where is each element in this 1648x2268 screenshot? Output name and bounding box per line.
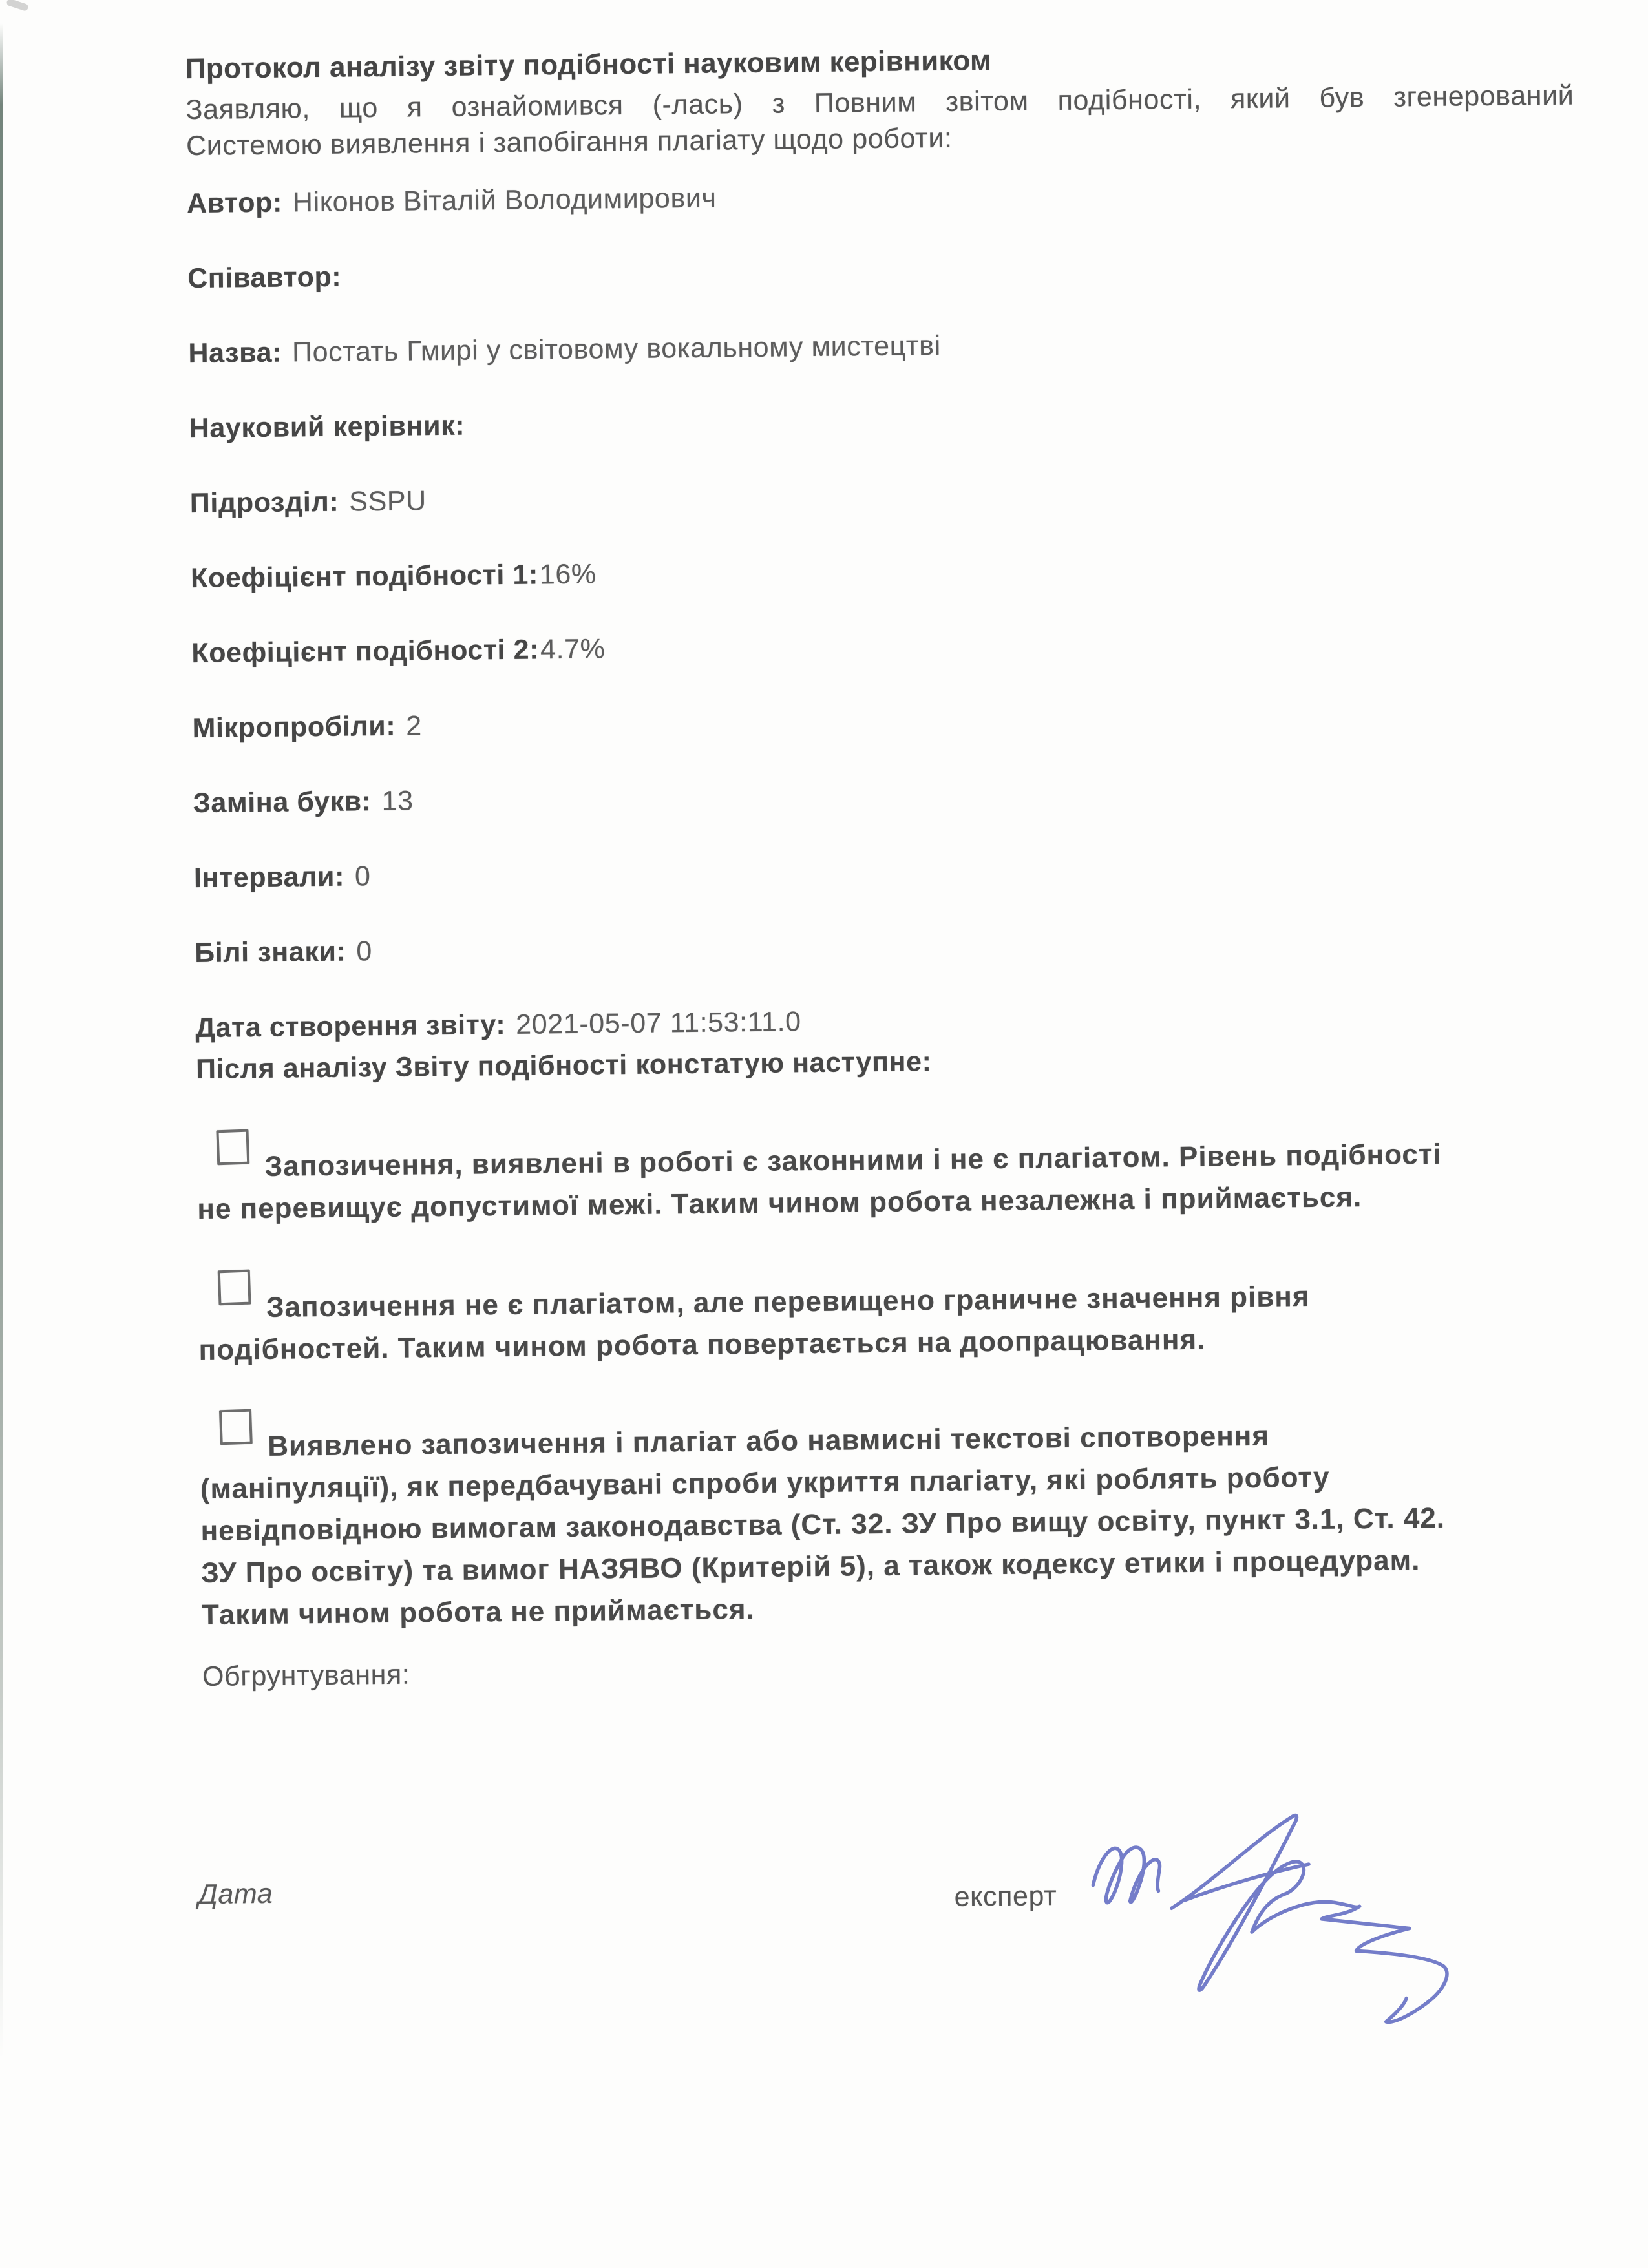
field-value: 0 xyxy=(356,936,373,967)
checkbox-3-line-4: ЗУ Про освіту) та вимог НАЗЯВО (Критерій 5), а також кодексу етики і процедурам. xyxy=(200,1544,1421,1590)
field-label: Інтервали: xyxy=(193,861,345,894)
checkbox-option-1[interactable] xyxy=(216,1129,249,1166)
field-value: SSPU xyxy=(349,485,427,518)
field-author xyxy=(187,179,717,224)
intro-line-1: Заявляю, що я ознайомився (-лась) з Повним звітом подібності, який був згенерований xyxy=(185,79,1574,126)
field-label: Коефіцієнт подібності 1: xyxy=(190,559,539,594)
date-label: Дата xyxy=(198,1878,273,1911)
field-letter-substitution xyxy=(193,782,413,823)
field-similarity-coefficient-2 xyxy=(191,629,606,673)
field-label: Коефіцієнт подібності 2: xyxy=(191,634,540,669)
expert-label: експерт xyxy=(954,1880,1057,1913)
field-label: Автор: xyxy=(186,187,283,220)
field-label: Заміна букв: xyxy=(193,786,372,819)
checkbox-2-line-2: подібностей. Таким чином робота повертається на доопрацювання. xyxy=(198,1323,1206,1367)
field-label: Науковий керівник: xyxy=(189,410,465,445)
field-report-date xyxy=(195,1002,801,1047)
field-label: Співавтор: xyxy=(187,261,342,295)
checkbox-1-line-2: не перевищує допустимої межі. Таким чином робота незалежна і приймається. xyxy=(197,1181,1362,1226)
checkbox-option-2[interactable] xyxy=(218,1270,251,1306)
field-value xyxy=(475,410,476,441)
checkbox-3-line-5: Таким чином робота не приймається. xyxy=(201,1593,755,1632)
field-label: Мікропробіли: xyxy=(192,710,396,744)
checkbox-1-line-1: Запозичення, виявлені в роботі є законними і не є плагіатом. Рівень подібності xyxy=(264,1138,1442,1182)
field-value: Постать Гмирі у світовому вокальному мистецтві xyxy=(291,330,942,368)
field-label: Дата створення звіту: xyxy=(195,1009,506,1044)
checkbox-3-line-1: Виявлено запозичення і плагіат або навмисні текстові спотворення xyxy=(267,1420,1270,1462)
field-department xyxy=(190,481,427,523)
field-value: 16% xyxy=(539,558,597,591)
field-label: Підрозділ: xyxy=(189,486,339,520)
field-intervals xyxy=(194,857,371,898)
intro-line-2: Системою виявлення і запобігання плагіату щодо роботи: xyxy=(185,122,953,162)
field-value: 0 xyxy=(354,861,371,892)
field-similarity-coefficient-1 xyxy=(191,555,597,598)
field-label: Назва: xyxy=(188,337,282,370)
field-value: Ніконов Віталій Володимирович xyxy=(292,182,717,218)
field-value: 4.7% xyxy=(540,633,606,666)
document-title: Протокол аналізу звіту подібності науковим керівником xyxy=(185,45,992,85)
justification-label: Обгрунтування: xyxy=(202,1659,410,1692)
field-label: Білі знаки: xyxy=(194,936,346,969)
checkbox-2-line-1: Запозичення не є плагіатом, але перевищено граничне значення рівня xyxy=(266,1281,1310,1323)
field-supervisor xyxy=(189,406,475,448)
field-coauthor xyxy=(187,257,352,298)
field-value: 2021-05-07 11:53:11.0 xyxy=(516,1006,801,1040)
checkbox-option-3[interactable] xyxy=(219,1409,253,1445)
handwritten-signature-icon xyxy=(1051,1743,1547,2162)
field-white-signs xyxy=(195,932,372,972)
field-value: 2 xyxy=(405,710,422,742)
statement-intro: Після аналізу Звіту подібності констатую наступне: xyxy=(195,1046,932,1086)
field-work-title xyxy=(188,326,941,373)
field-value: 13 xyxy=(381,785,414,817)
checkbox-3-line-2: (маніпуляції), як передбачувані спроби укриття плагіату, які роблять роботу xyxy=(200,1461,1330,1506)
field-microspaces xyxy=(192,706,422,748)
checkbox-3-line-3: невідповідною вимогам законодавства (Ст. 32. ЗУ Про вищу освіту, пункт 3.1, Ст. 42. xyxy=(200,1502,1446,1548)
